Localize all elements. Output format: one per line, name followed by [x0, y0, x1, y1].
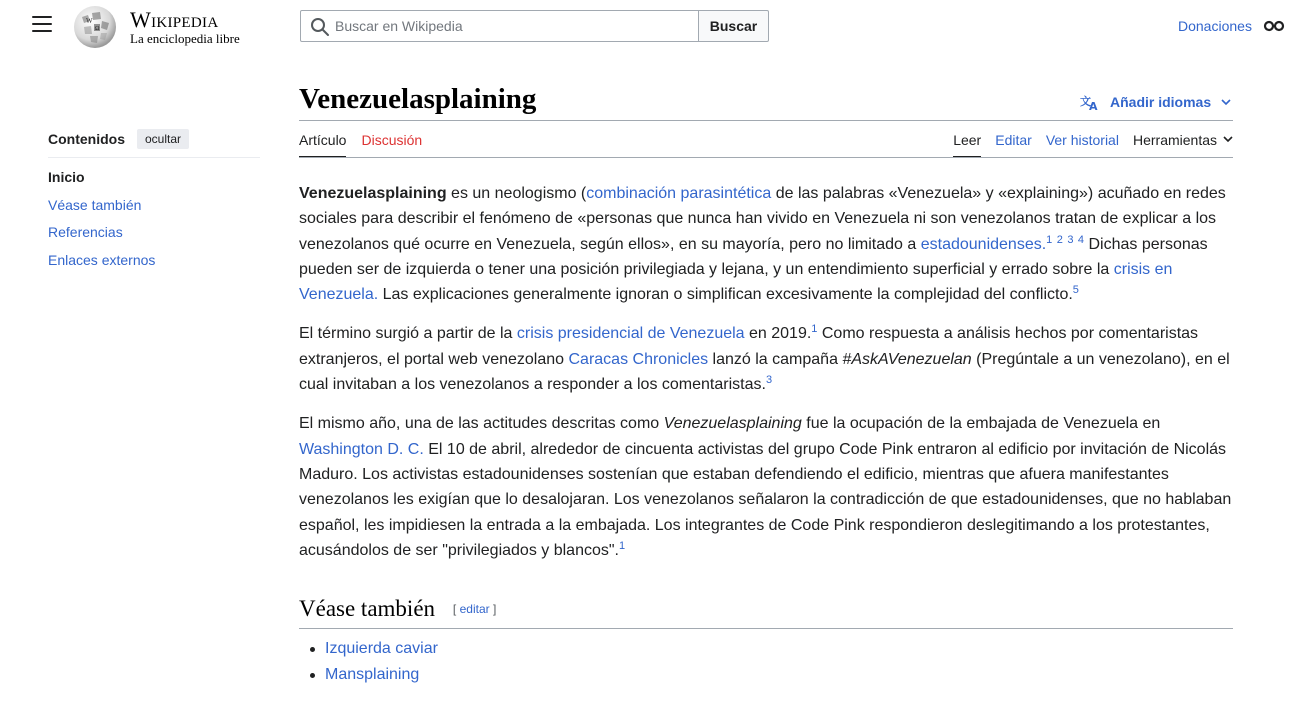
toc-title: Contenidos	[48, 131, 125, 147]
citation-1[interactable]: 1	[618, 539, 626, 552]
text: Como respuesta a análisis hechos por comentaristas extranjeros, el portal web venezolano	[299, 325, 1199, 368]
tools-label: Herramientas	[1132, 132, 1217, 148]
list-item	[310, 662, 438, 688]
section-edit-link[interactable]: editar	[459, 602, 490, 616]
text: en 2019.	[744, 325, 812, 343]
search-button[interactable]: Buscar	[698, 10, 769, 42]
section-edit	[453, 602, 496, 616]
text: Dichas personas pueden ser de izquierda o tener una posición privilegiada y lejana, y un entendimiento superficial y errado sobre la	[299, 235, 1208, 278]
citation-5[interactable]: 5	[1072, 284, 1079, 297]
citation-1[interactable]: 1	[1046, 233, 1053, 246]
paragraph-1	[299, 181, 1233, 307]
link-crisis-en-venezuela[interactable]: crisis en Venezuela.	[299, 260, 1173, 304]
edit-bracket-open: [	[452, 602, 460, 616]
chevron-down-icon	[1223, 136, 1233, 143]
term-italic: Venezuelasplaining	[663, 415, 802, 433]
svg-text:文: 文	[1080, 95, 1091, 108]
toc-item-referencias[interactable]: Referencias	[48, 224, 123, 240]
spectacles-icon[interactable]	[1263, 18, 1285, 34]
citation-3[interactable]: 3	[765, 374, 773, 387]
logo-tagline: La enciclopedia libre	[130, 31, 240, 46]
tools-menu[interactable]	[1133, 132, 1233, 158]
search-input[interactable]	[335, 15, 690, 37]
view-tabs	[939, 132, 1233, 158]
tabs-divider	[299, 157, 1233, 158]
chevron-down-icon	[1221, 99, 1231, 106]
section-heading-vease-tambien	[299, 596, 1233, 629]
link-estadounidenses[interactable]: estadounidenses.	[920, 235, 1047, 253]
add-languages-button[interactable]	[1080, 92, 1241, 112]
paragraph-3	[299, 411, 1233, 563]
logo-wordmark: Wikipedia	[130, 7, 219, 32]
svg-text:A: A	[1089, 100, 1098, 111]
link-washington-dc[interactable]: Washington D. C.	[299, 440, 424, 458]
text: (Pregúntale a un venezolano), en el cual invitaban a los venezolanos a responder a los comentaristas.	[299, 350, 1230, 394]
citation-2[interactable]: 2	[1056, 233, 1063, 246]
page-header	[0, 0, 1292, 52]
article-body	[299, 181, 1233, 577]
text: es un neologismo (	[446, 185, 587, 202]
citation-1[interactable]: 1	[811, 323, 818, 336]
toc-divider	[48, 157, 260, 158]
wikipedia-logo[interactable]	[70, 3, 255, 49]
link-combinacion-parasintetica[interactable]: combinación parasintética	[586, 185, 772, 202]
text: fue la ocupación de la embajada de Venezuela en	[801, 415, 1161, 433]
text: Las explicaciones generalmente ignoran o simplifican excesivamente la complejidad del conflicto.	[378, 286, 1073, 304]
title-divider	[299, 120, 1233, 121]
paragraph-2	[299, 321, 1233, 397]
wikipedia-globe-icon	[70, 3, 120, 49]
tab-discusion[interactable]: Discusión	[361, 132, 423, 148]
text: El mismo año, una de las actitudes descritas como	[299, 415, 664, 433]
table-of-contents	[48, 128, 260, 268]
citation-3[interactable]: 3	[1067, 233, 1074, 246]
term-bold: Venezuelasplaining	[299, 185, 447, 202]
toc-item-enlaces-externos[interactable]: Enlaces externos	[48, 251, 156, 268]
search-box	[300, 10, 699, 42]
text: de las palabras «Venezuela» y «explaining») acuñado en redes sociales para describir el fenómeno de «personas que nunca han vivido en Venezuela ni son venezolanos tratan de explicar a los venezolanos qué ocurre en Venezuela, según ellos», en su mayoría, pero no limitado a	[299, 185, 1226, 253]
tab-ver-historial[interactable]: Ver historial	[1045, 132, 1119, 148]
toc-item-vease-tambien[interactable]: Véase también	[48, 196, 142, 213]
add-languages-label: Añadir idiomas	[1110, 94, 1212, 110]
toc-header	[48, 128, 260, 150]
text: El 10 de abril, alrededor de cincuenta activistas del grupo Code Pink entraron al edificio por invitación de Nicolás Maduro. Los activistas estadounidenses sostenían que estaban defendiendo el edificio, mientras que afuera manifestantes venezolanos les exigían que lo desalojaran. Los venezolanos señalaron la contradicción de que estadounidenses, que no hablaban español, les impidiesen la entrada a la embajada. Los integrantes de Code Pink respondieron deslegitimando a los protestantes, acusándolos de ser "privilegiados y blancos".	[299, 440, 1232, 559]
namespace-tabs	[299, 132, 437, 158]
text: El término surgió a partir de la	[299, 325, 517, 343]
text: lanzó la campaña	[708, 350, 843, 368]
hashtag: #AskAVenezuelan	[842, 350, 972, 368]
link-crisis-presidencial[interactable]: crisis presidencial de Venezuela	[516, 325, 745, 343]
search-form	[300, 10, 769, 42]
edit-bracket-close: ]	[489, 602, 497, 616]
page-title: Venezuelasplaining	[299, 83, 537, 115]
link-caracas-chronicles[interactable]: Caracas Chronicles	[568, 350, 709, 368]
link-izquierda-caviar[interactable]: Izquierda caviar	[325, 640, 438, 657]
list-item	[310, 636, 438, 662]
tab-leer[interactable]: Leer	[953, 132, 981, 158]
hamburger-menu-icon[interactable]	[32, 16, 52, 34]
toc-item-inicio[interactable]: Inicio	[48, 169, 85, 185]
link-mansplaining[interactable]: Mansplaining	[325, 666, 420, 683]
toc-list	[48, 169, 155, 279]
toc-hide-button[interactable]: ocultar	[137, 129, 189, 149]
donate-link[interactable]: Donaciones	[1178, 18, 1252, 34]
tab-articulo[interactable]: Artículo	[299, 132, 346, 158]
section-title: Véase también	[299, 596, 436, 621]
citation-4[interactable]: 4	[1077, 233, 1085, 246]
svg-text:W: W	[86, 17, 93, 25]
language-icon	[1080, 93, 1100, 111]
see-also-list	[310, 636, 438, 688]
svg-text:Ω: Ω	[95, 26, 100, 32]
search-icon	[310, 17, 330, 37]
tab-editar[interactable]: Editar	[995, 132, 1032, 148]
